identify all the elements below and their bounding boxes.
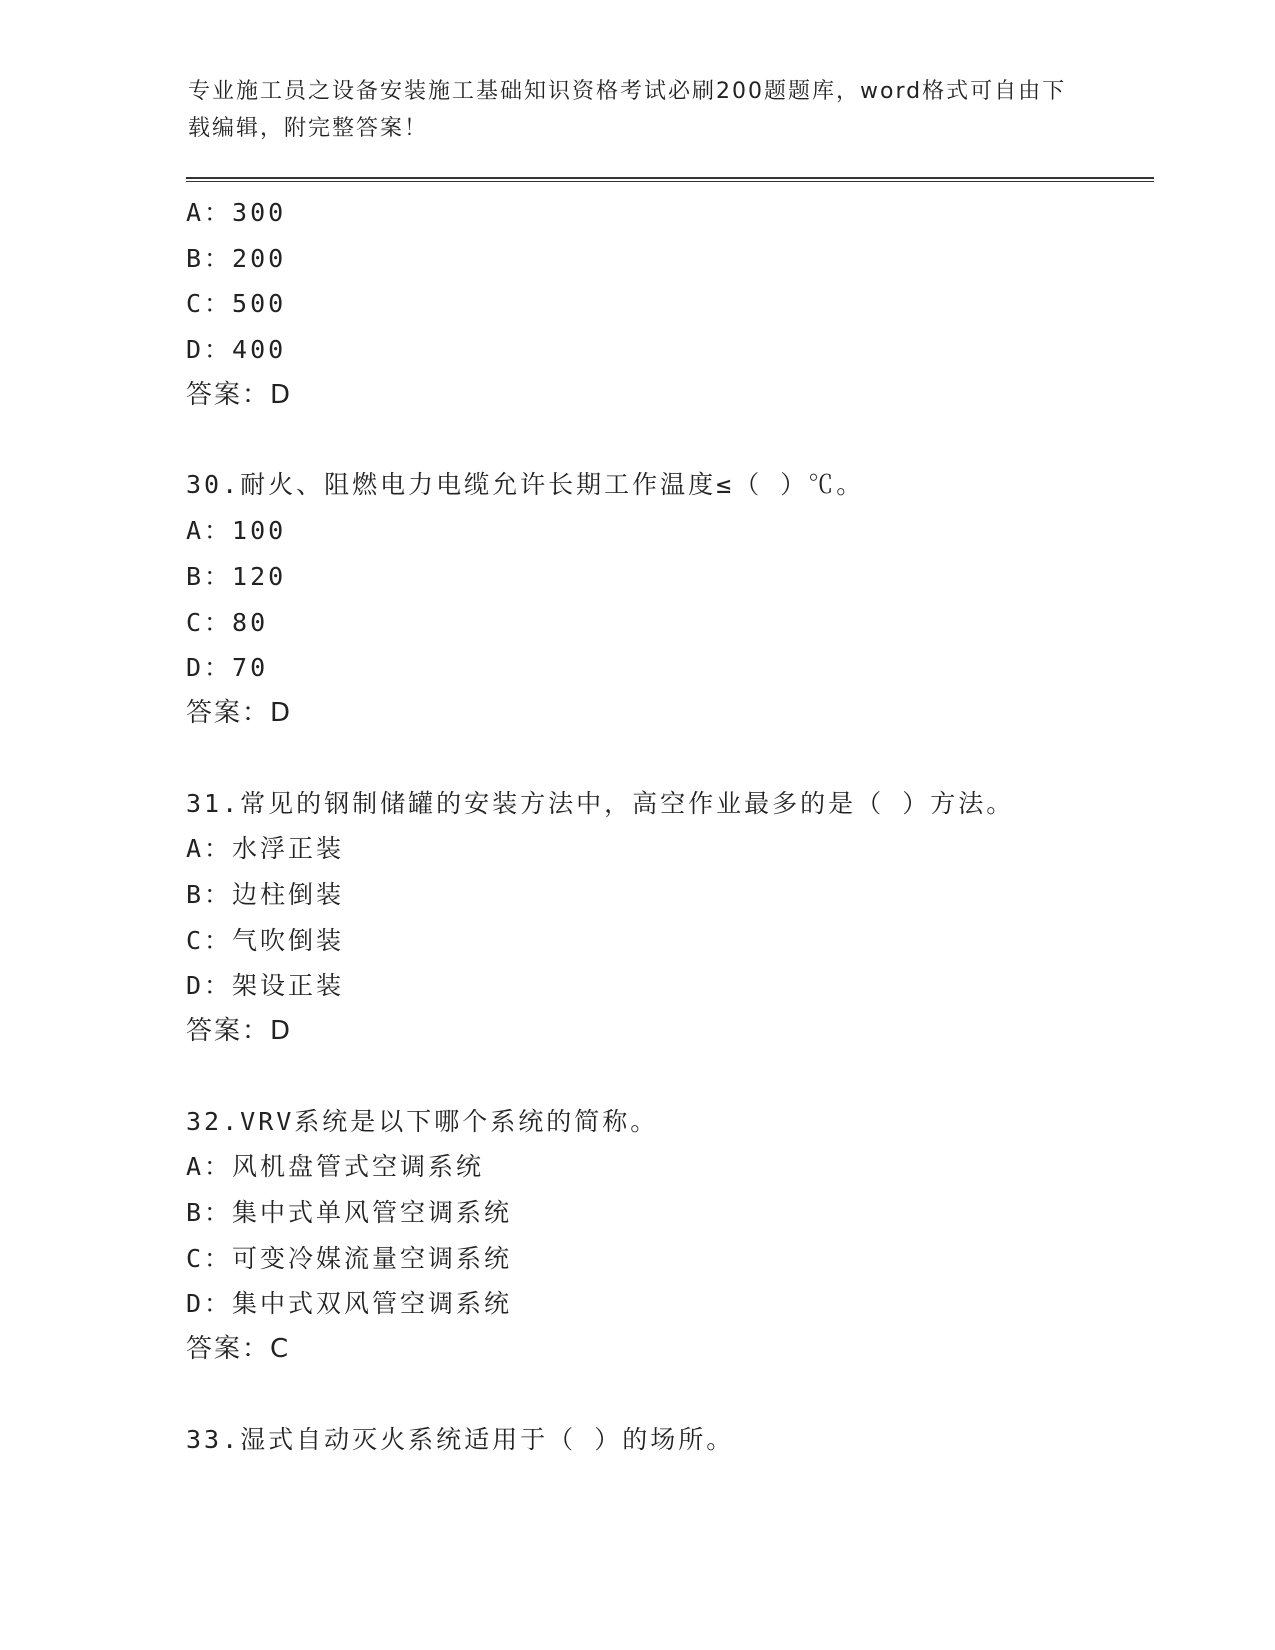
option-c: C：可变冷媒流量空调系统 [186, 1243, 513, 1273]
question-block-30 [186, 462, 1146, 736]
question-text: 30.耐火、阻燃电力电缆允许长期工作温度≤（ ）℃。 [186, 470, 865, 500]
option-b: B：120 [186, 561, 287, 591]
option-a: A：风机盘管式空调系统 [186, 1152, 485, 1182]
question-block-32 [186, 1099, 1146, 1373]
answer-line: 答案：C [186, 1334, 291, 1365]
option-b: B：集中式单风管空调系统 [186, 1198, 513, 1228]
question-list [186, 190, 1146, 1463]
question-block-prev [186, 190, 1146, 418]
question-text: 31.常见的钢制储罐的安装方法中，高空作业最多的是（ ）方法。 [186, 788, 1015, 818]
header-divider-thick [186, 177, 1154, 179]
option-b: B：200 [186, 243, 287, 273]
spacer [186, 1055, 1146, 1099]
option-d: D：70 [186, 653, 269, 683]
question-text: 33.湿式自动灭火系统适用于（ ）的场所。 [186, 1424, 735, 1454]
answer-line: 答案：D [186, 697, 293, 728]
question-block-31 [186, 781, 1146, 1055]
option-a: A：100 [186, 516, 287, 546]
question-block-33 [186, 1417, 1146, 1463]
spacer [186, 1373, 1146, 1417]
header-divider-thin [186, 181, 1154, 182]
answer-line: 答案：D [186, 379, 293, 410]
option-c: C：80 [186, 607, 269, 637]
option-a: A：水浮正装 [186, 834, 345, 864]
document-header-title: 专业施工员之设备安装施工基础知识资格考试必刷200题题库，word格式可自由下载编辑，附完整答案！ [188, 79, 1067, 141]
question-text: 32.VRV系统是以下哪个系统的简称。 [186, 1106, 659, 1136]
option-d: D：集中式双风管空调系统 [186, 1289, 513, 1319]
option-c: C：500 [186, 289, 287, 319]
option-c: C：气吹倒装 [186, 925, 345, 955]
option-a: A：300 [186, 198, 287, 227]
spacer [186, 737, 1146, 781]
answer-line: 答案：D [186, 1016, 293, 1046]
option-d: D：400 [186, 335, 287, 365]
option-b: B：边柱倒装 [186, 879, 345, 909]
option-d: D：架设正装 [186, 971, 345, 1001]
spacer [186, 418, 1146, 462]
